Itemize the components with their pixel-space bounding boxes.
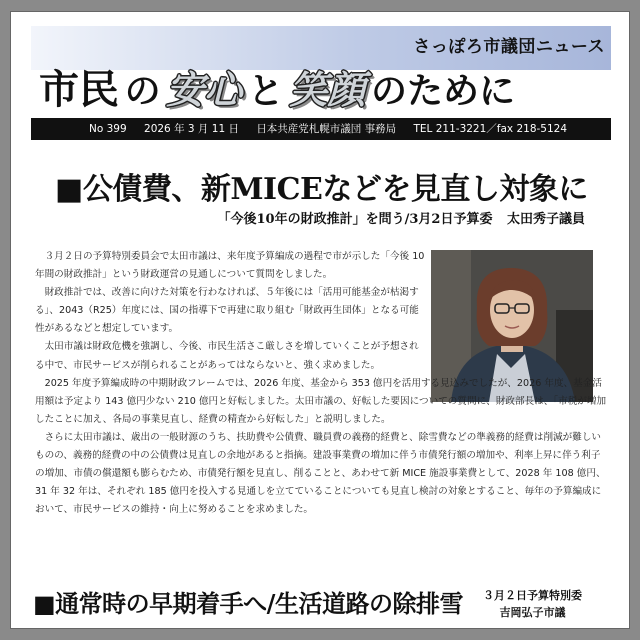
paragraph: 財政推計では、改善に向けた対策を行わなければ、５年後には「活用可能基金が枯渇する」、2043（R25）年度には、国の指導下で再建に取り組む「財政再生団体」となる可能性があるなどと想定しています。 xyxy=(35,287,419,335)
newsletter-page xyxy=(11,12,629,628)
masthead-part-anshin: 安心 xyxy=(166,68,243,112)
masthead-part-no: の xyxy=(124,71,161,112)
paragraph: 太田市議は財政危機を強調し、今後、市民生活さこ厳しさを増していくことが予想される中で、市民サービスが削られることがあってはならないと、強く求めました。 xyxy=(35,341,419,371)
article-body-top xyxy=(35,248,425,375)
publisher: 日本共産党札幌市議団 事務局 xyxy=(256,123,397,135)
masthead-part-egao: 笑顔 xyxy=(289,68,366,112)
next-article-meta xyxy=(483,587,582,621)
issue-info-bar xyxy=(31,118,611,140)
next-article-meeting: ３月２日予算特別委 xyxy=(483,589,582,602)
issue-number: No 399 xyxy=(89,123,127,135)
contact-numbers: TEL 211-3221／fax 218-5124 xyxy=(413,123,568,135)
next-article-headline: ■通常時の早期着手へ/生活道路の除排雪 xyxy=(33,589,463,618)
paragraph: さらに太田市議は、歳出の一般財源のうち、扶助費や公債費、職員費の義務的経費と、除雪費などの準義務的経費は削減が難しいものの、義務的経費の中の公債費は見直しの余地があると指摘。建設事業費の増加に伴う市債発行額の増加や、利率上昇に伴う利子の増加、市債の償還額も膨らむため、市債発行額を見直し、削ることと、あわせて新 MICE 施設事業費として、2028 年 108 億円、31 年 32 年は、それぞれ 185 億円を投入する見通しを立てていることについても見直し検討の対象とすること、毎年の予算編成において、市民サービスの維持・向上に努めることを求めました。 xyxy=(35,431,606,516)
paragraph: 2025 年度予算編成時の中期財政フレームでは、2026 年度、基金から 353 億円を活用する見込みでしたが、2026 年度、基金活用額は予定より 143 億円少ない 210 億円と好転しました。太田市議の、好転した要因についての質問に、財政部長は、「市税が増加したことに加え、各局の事業見直し、経費の精査から好転した」と説明しました。 xyxy=(35,377,607,425)
issue-date: 2026 年 3 月 11 日 xyxy=(144,123,239,135)
article-subhead xyxy=(208,208,585,227)
newsletter-title: さっぽろ市議団ニュース xyxy=(413,37,605,57)
masthead-part-notameni: のために xyxy=(370,71,515,112)
article-body xyxy=(35,248,607,519)
article-headline: ■公債費、新MICEなどを見直し対象に xyxy=(55,172,588,207)
subhead-author: 太田秀子議員 xyxy=(506,212,585,227)
subhead-title: 「今後10年の財政推計」を問う/3月2日予算委 xyxy=(217,212,493,227)
paragraph: ３月２日の予算特別委員会で太田市議は、来年度予算編成の過程で市が示した「今後 10 年間の財政推計」という財政運営の見通しについて質問をしました。 xyxy=(35,251,425,281)
masthead-part-to: と xyxy=(247,71,284,112)
masthead-part-shimin: 市民 xyxy=(39,67,119,113)
next-article-speaker: 吉岡弘子市議 xyxy=(499,606,566,619)
masthead xyxy=(39,58,515,118)
